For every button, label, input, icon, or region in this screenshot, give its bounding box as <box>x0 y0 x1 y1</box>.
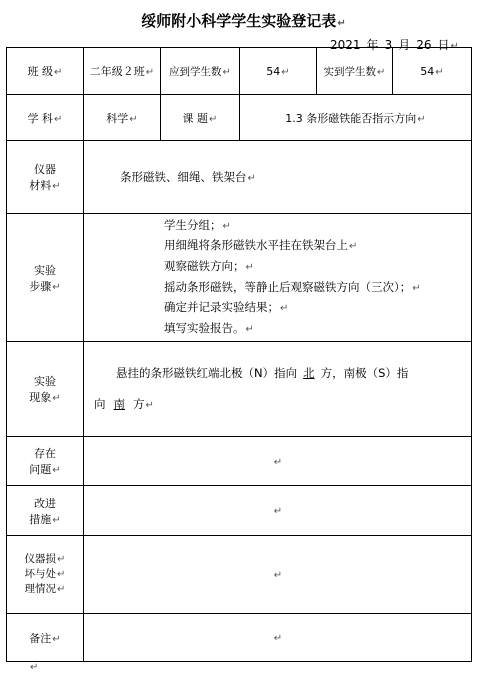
improvements-value-cell: ↵ <box>84 486 472 536</box>
row-steps <box>7 214 472 342</box>
blank-north: 北 <box>303 365 315 380</box>
subject-value-cell: 科学↵ <box>84 95 161 141</box>
page-title <box>0 10 487 31</box>
materials-label-cell: 仪器 材料↵ <box>7 141 84 214</box>
materials-value-cell: 条形磁铁、细绳、铁架台↵ <box>84 141 472 214</box>
step-item: 确定并记录实验结果；↵ <box>164 300 289 315</box>
lesson-label-cell: 课 题↵ <box>161 95 240 141</box>
date-year-unit: 年 <box>366 38 379 52</box>
paragraph-mark: ↵ <box>337 18 346 29</box>
row-phenomenon <box>7 342 472 437</box>
row-improvements <box>7 486 472 536</box>
expected-label-cell: 应到学生数↵ <box>161 48 240 95</box>
step-item: 填写实验报告。↵ <box>164 320 254 335</box>
notes-label-cell: 备注↵ <box>7 614 84 662</box>
step-item: 学生分组；↵ <box>164 217 231 232</box>
problems-value-cell: ↵ <box>84 437 472 486</box>
step-item: 观察磁铁方向；↵ <box>164 258 254 273</box>
row-class-info <box>7 48 472 95</box>
paragraph-mark: ↵ <box>450 41 459 52</box>
step-item: 摇动条形磁铁，等静止后观察磁铁方向（三次）；↵ <box>164 279 421 294</box>
row-materials <box>7 141 472 214</box>
notes-value-cell: ↵ <box>84 614 472 662</box>
registration-table <box>6 47 472 662</box>
date-month: 3 <box>384 38 393 52</box>
steps-label-cell: 实验 步骤↵ <box>7 214 84 342</box>
damage-label-cell: 仪器损↵ 坏与处↵ 理情况↵ <box>7 536 84 614</box>
expected-value-cell: 54↵ <box>240 48 317 95</box>
problems-label-cell: 存在 问题↵ <box>7 437 84 486</box>
class-value-cell: 二年级２班↵ <box>84 48 161 95</box>
row-notes <box>7 614 472 662</box>
date-day-unit: 日 <box>437 38 450 52</box>
date-day: 26 <box>416 38 432 52</box>
row-problems <box>7 437 472 486</box>
actual-label-cell: 实到学生数↵ <box>317 48 393 95</box>
title-text: 绥师附小科学学生实验登记表 <box>141 12 337 30</box>
subject-label-cell: 学 科↵ <box>7 95 84 141</box>
row-damage <box>7 536 472 614</box>
row-subject <box>7 95 472 141</box>
lesson-value-cell: 1.3 条形磁铁能否指示方向↵ <box>240 95 472 141</box>
step-item: 用细绳将条形磁铁水平挂在铁架台上↵ <box>164 238 358 253</box>
date-year: 2021 <box>330 38 361 52</box>
trailing-paragraph-mark: ↵ <box>30 662 39 673</box>
date-month-unit: 月 <box>398 38 411 52</box>
steps-value-cell <box>84 214 472 342</box>
damage-value-cell: ↵ <box>84 536 472 614</box>
blank-south: 南 <box>113 396 125 411</box>
actual-value-cell: 54↵ <box>393 48 472 95</box>
phenomenon-label-cell: 实验 现象↵ <box>7 342 84 437</box>
improvements-label-cell: 改进 措施↵ <box>7 486 84 536</box>
phenomenon-value-cell: 悬挂的条形磁铁红端北极（N）指向 北 方，南极（S）指 向 南 方↵ <box>84 342 472 437</box>
class-label-cell: 班 级↵ <box>7 48 84 95</box>
